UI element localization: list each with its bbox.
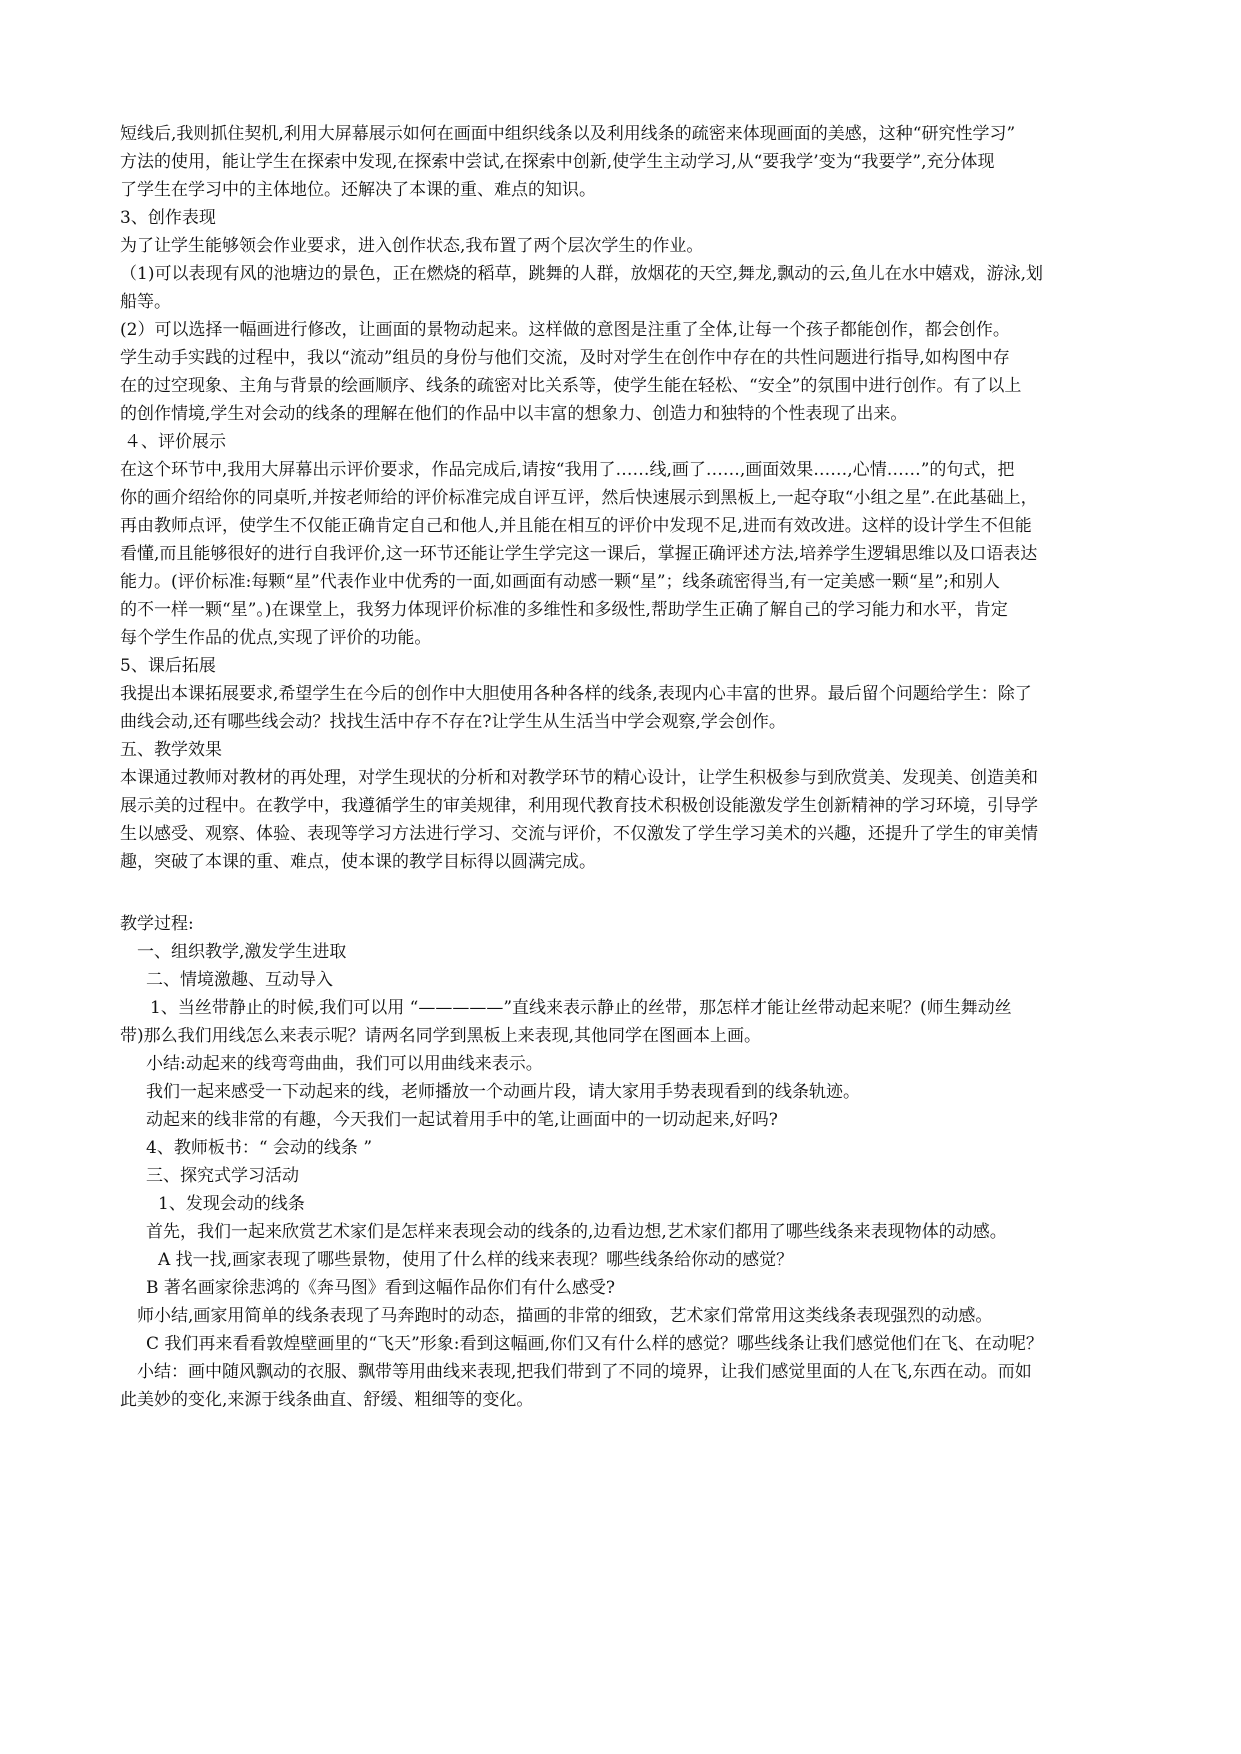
paragraph-line: 在的过空现象、主角与背景的绘画顺序、线条的疏密对比关系等，使学生能在轻松、“安全”的氛围中进行创作。有了以上	[120, 376, 1022, 396]
paragraph-line: （1)可以表现有风的池塘边的景色，正在燃烧的稻草，跳舞的人群，放烟花的天空,舞龙,飘动的云,鱼儿在水中嬉戏，游泳,划	[120, 264, 1044, 284]
paragraph-line: 的创作情境,学生对会动的线条的理解在他们的作品中以丰富的想象力、创造力和独特的个性表现了出来。	[120, 404, 908, 424]
paragraph-line: 我提出本课拓展要求,希望学生在今后的创作中大胆使用各种各样的线条,表现内心丰富的世界。最后留个问题给学生：除了	[120, 684, 1032, 704]
paragraph-line: 看懂,而且能够很好的进行自我评价,这一环节还能让学生学完这一课后，掌握正确评述方法,培养学生逻辑思维以及口语表达	[120, 544, 1038, 564]
section-heading: 一、组织教学,激发学生进取	[137, 942, 347, 962]
paragraph-line: 趣，突破了本课的重、难点，使本课的教学目标得以圆满完成。	[120, 852, 596, 872]
paragraph-line: C 我们再来看看敦煌壁画里的“飞天”形象:看到这幅画,你们又有什么样的感觉？哪些线条让我们感觉他们在飞、在动呢？	[146, 1334, 1043, 1354]
paragraph-line: 船等。	[120, 292, 171, 312]
paragraph-line: 我们一起来感受一下动起来的线，老师播放一个动画片段，请大家用手势表现看到的线条轨迹。	[146, 1082, 860, 1102]
paragraph-line: 曲线会动,还有哪些线会动？找找生活中存不存在?让学生从生活当中学会观察,学会创作。	[120, 712, 786, 732]
paragraph-line: B 著名画家徐悲鸿的《奔马图》看到这幅作品你们有什么感受?	[146, 1278, 616, 1298]
paragraph-line: 短线后,我则抓住契机,利用大屏幕展示如何在画面中组织线条以及利用线条的疏密来体现画面的美感，这种“研究性学习”	[120, 124, 1016, 144]
paragraph-line: 的不一样一颗“星”。)在课堂上，我努力体现评价标准的多维性和多级性,帮助学生正确了解自己的学习能力和水平，肯定	[120, 600, 1008, 620]
blank-line	[120, 876, 1130, 910]
paragraph-line: 为了让学生能够领会作业要求，进入创作状态,我布置了两个层次学生的作业。	[120, 236, 704, 256]
paragraph-line: 小结：画中随风飘动的衣服、飘带等用曲线来表现,把我们带到了不同的境界，让我们感觉里面的人在飞,东西在动。而如	[137, 1362, 1032, 1382]
paragraph-line: 师小结,画家用简单的线条表现了马奔跑时的动态，描画的非常的细致，艺术家们常常用这类线条表现强烈的动感。	[137, 1306, 993, 1326]
section-heading: 三、探究式学习活动	[146, 1166, 299, 1186]
paragraph-line: 展示美的过程中。在教学中，我遵循学生的审美规律，利用现代教育技术积极创设能激发学生创新精神的学习环境，引导学	[120, 796, 1038, 816]
paragraph-line: 1、当丝带静止的时候,我们可以用 “—————”直线来表示静止的丝带，那怎样才能让丝带动起来呢？(师生舞动丝	[150, 998, 1012, 1018]
paragraph-line: 学生动手实践的过程中，我以“流动”组员的身份与他们交流，及时对学生在创作中存在的共性问题进行指导,如构图中存	[120, 348, 1010, 368]
paragraph-line: 能力。(评价标准:每颗“星”代表作业中优秀的一面,如画面有动感一颗“星”；线条疏密得当,有一定美感一颗“星”;和别人	[120, 572, 1001, 592]
paragraph-line: 带)那么我们用线怎么来表示呢？请两名同学到黑板上来表现,其他同学在图画本上画。	[120, 1026, 762, 1046]
paragraph-line: 首先，我们一起来欣赏艺术家们是怎样来表现会动的线条的,边看边想,艺术家们都用了哪些线条来表现物体的动感。	[146, 1222, 1007, 1242]
paragraph-line: 再由教师点评，使学生不仅能正确肯定自己和他人,并且能在相互的评价中发现不足,进而有效改进。这样的设计学生不但能	[120, 516, 1032, 536]
paragraph-line: 方法的使用，能让学生在探索中发现,在探索中尝试,在探索中创新,使学生主动学习,从“要我学’变为“我要学”,充分体现	[120, 152, 995, 172]
paragraph-line: (2）可以选择一幅画进行修改，让画面的景物动起来。这样做的意图是注重了全体,让每一个孩子都能创作，都会创作。	[120, 320, 1010, 340]
section-heading: 教学过程:	[120, 914, 194, 934]
section-heading: 二、情境激趣、互动导入	[146, 970, 333, 990]
paragraph-line: 此美妙的变化,来源于线条曲直、舒缓、粗细等的变化。	[120, 1390, 534, 1410]
document-page	[120, 120, 1130, 1414]
paragraph-line: 动起来的线非常的有趣，今天我们一起试着用手中的笔,让画面中的一切动起来,好吗?	[146, 1110, 778, 1130]
section-heading: 3、创作表现	[120, 208, 216, 228]
section-heading: 1、发现会动的线条	[158, 1194, 305, 1214]
paragraph-line: 本课通过教师对教材的再处理，对学生现状的分析和对教学环节的精心设计，让学生积极参与到欣赏美、发现美、创造美和	[120, 768, 1038, 788]
paragraph-line: 你的画介绍给你的同桌听,并按老师给的评价标准完成自评互评，然后快速展示到黑板上,一起夺取“小组之星”.在此基础上，	[120, 488, 1038, 508]
paragraph-line: 了学生在学习中的主体地位。还解决了本课的重、难点的知识。	[120, 180, 596, 200]
section-heading: 五、教学效果	[120, 740, 222, 760]
paragraph-line: 4、教师板书：“ 会动的线条 ”	[146, 1138, 373, 1158]
paragraph-line: 在这个环节中,我用大屏幕出示评价要求，作品完成后,请按“我用了……线,画了……,画面效果……,心情……”的句式，把	[120, 460, 1015, 480]
section-heading: 5、课后拓展	[120, 656, 216, 676]
paragraph-line: 每个学生作品的优点,实现了评价的功能。	[120, 628, 432, 648]
section-heading: ４、评价展示	[124, 432, 226, 452]
paragraph-line: 生以感受、观察、体验、表现等学习方法进行学习、交流与评价，不仅激发了学生学习美术的兴趣，还提升了学生的审美情	[120, 824, 1038, 844]
paragraph-line: 小结:动起来的线弯弯曲曲，我们可以用曲线来表示。	[146, 1054, 543, 1074]
paragraph-line: A 找一找,画家表现了哪些景物，使用了什么样的线来表现？哪些线条给你动的感觉？	[158, 1250, 794, 1270]
